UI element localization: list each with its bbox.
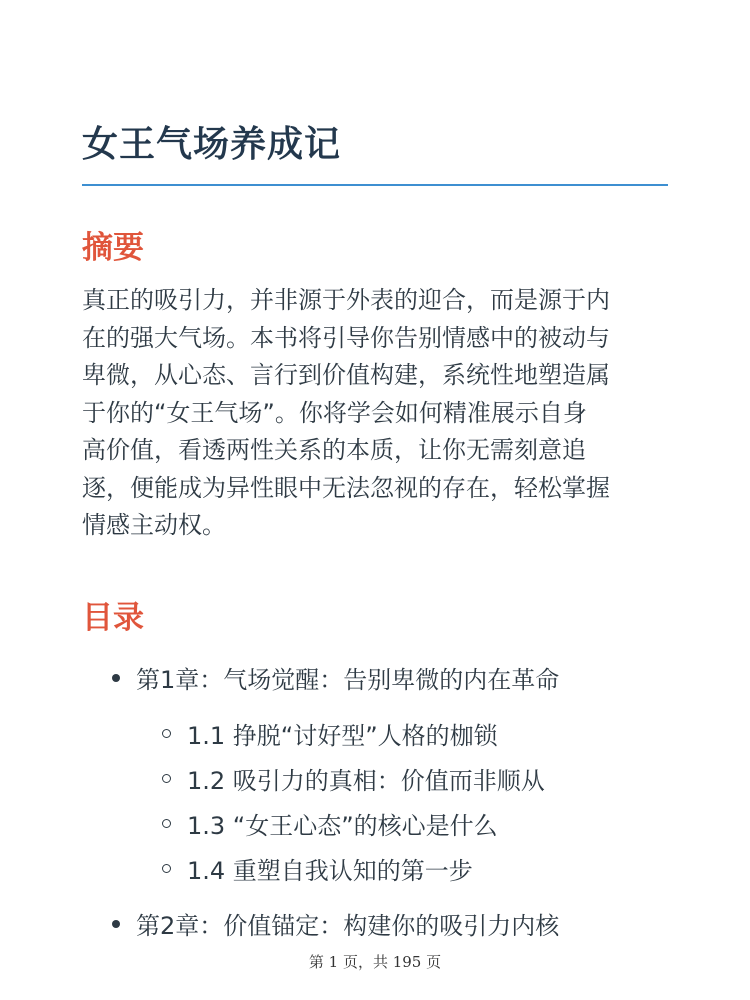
abstract-line: 卑微，从心态、言行到价值构建，系统性地塑造属 <box>82 361 610 389</box>
abstract-line: 逐，便能成为异性眼中无法忽视的存在，轻松掌握 <box>82 473 610 502</box>
toc-chapter-label: 第2章：价值锚定：构建你的吸引力内核 <box>136 912 560 940</box>
book-title: 女王气场养成记 <box>82 124 342 165</box>
toc-chapter-1[interactable] <box>112 660 559 695</box>
toc-section-1-1[interactable] <box>162 716 498 751</box>
toc-chapter-2[interactable] <box>112 906 559 941</box>
abstract-line: 在的强大气场。本书将引导你告别情感中的被动与 <box>82 323 610 352</box>
abstract-paragraph <box>82 282 672 545</box>
bullet-circle-icon <box>162 774 171 783</box>
abstract-heading: 摘要 <box>82 230 144 266</box>
toc-section-1-4[interactable] <box>162 851 473 886</box>
toc-section-1-3[interactable] <box>162 806 498 841</box>
bullet-disc-icon <box>112 674 120 682</box>
toc-section-label: 1.1 挣脱“讨好型”人格的枷锁 <box>187 722 498 750</box>
bullet-disc-icon <box>112 920 120 928</box>
toc-heading: 目录 <box>82 600 144 636</box>
toc-section-1-2[interactable] <box>162 761 545 796</box>
abstract-line: 于你的“女王气场”。你将学会如何精准展示自身 <box>82 398 587 427</box>
toc-section-label: 1.2 吸引力的真相：价值而非顺从 <box>187 767 545 795</box>
abstract-line: 真正的吸引力，并非源于外表的迎合，而是源于内 <box>82 286 610 314</box>
title-divider <box>82 184 668 186</box>
toc-section-label: 1.3 “女王心态”的核心是什么 <box>187 812 498 840</box>
page-number-footer: 第 1 页，共 195 页 <box>308 953 442 971</box>
bullet-circle-icon <box>162 864 171 873</box>
abstract-line: 情感主动权。 <box>82 511 226 539</box>
bullet-circle-icon <box>162 729 171 738</box>
toc-chapter-label: 第1章：气场觉醒：告别卑微的内在革命 <box>136 666 560 694</box>
bullet-circle-icon <box>162 819 171 828</box>
abstract-line: 高价值，看透两性关系的本质，让你无需刻意追 <box>82 436 586 464</box>
toc-section-label: 1.4 重塑自我认知的第一步 <box>187 857 473 885</box>
